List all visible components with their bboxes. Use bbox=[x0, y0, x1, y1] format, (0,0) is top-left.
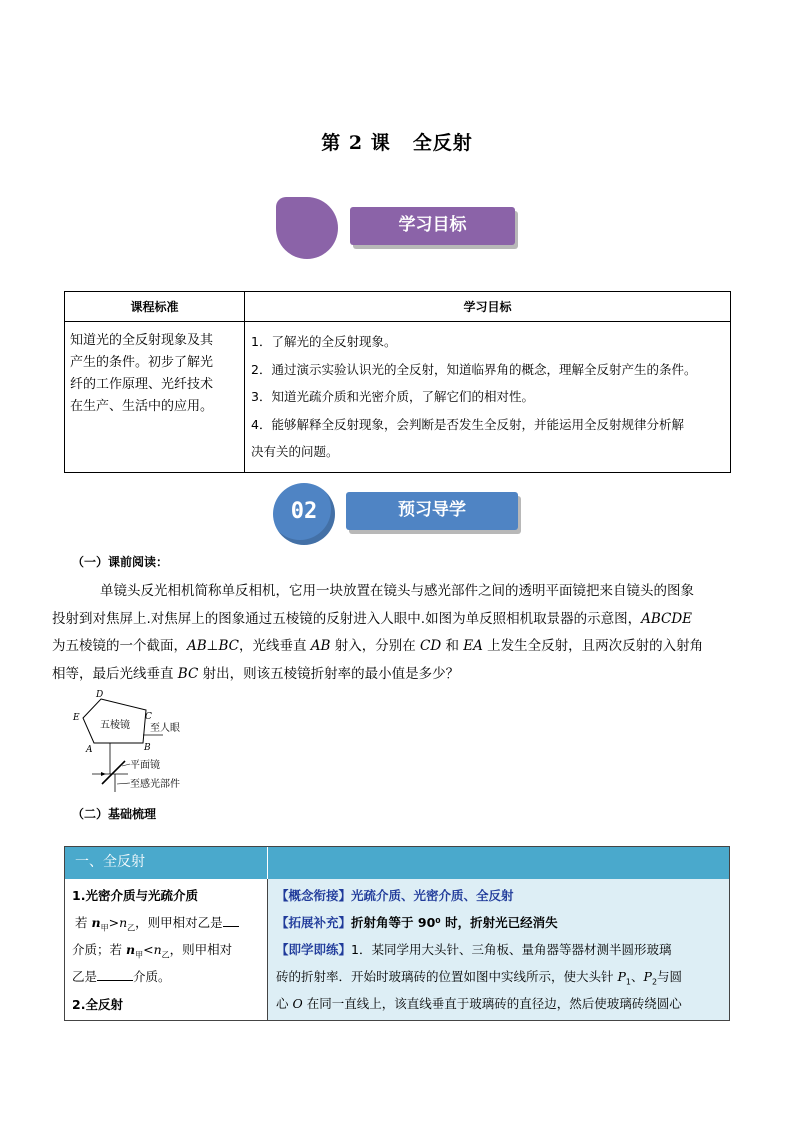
italic-label: ABCDE bbox=[641, 610, 693, 627]
practice-text: 心 O 在同一直线上，该直线垂直于玻璃砖的直径边，然后使玻璃砖绕圆心 bbox=[276, 996, 682, 1011]
italic-label: EA bbox=[463, 638, 483, 654]
point-label-b: B bbox=[144, 743, 151, 753]
point-label-c: C bbox=[145, 712, 152, 722]
italic-label: BC bbox=[177, 665, 199, 682]
reading-text: ，光线垂直 bbox=[238, 638, 311, 654]
lesson-topic: 全反射 bbox=[412, 132, 473, 154]
table-right-column bbox=[268, 879, 729, 1020]
banner-label: 预习导学 bbox=[346, 492, 518, 530]
reading-heading: （一）课前阅读： bbox=[72, 555, 169, 569]
reading-text: 射入，分别在 bbox=[330, 638, 421, 654]
point-label-e: E bbox=[73, 713, 80, 723]
banner-label: 学习目标 bbox=[350, 207, 515, 245]
to-eye-label: 至人眼 bbox=[150, 723, 180, 734]
goal-item: 3．知道光疏介质和光密介质，了解它们的相对性。 bbox=[251, 389, 534, 404]
concept-note: 【概念衔接】光疏介质、光密介质、全反射 bbox=[276, 888, 514, 903]
section-banner-objectives bbox=[276, 197, 521, 259]
table-header-title: 一、全反射 bbox=[65, 847, 268, 879]
practice-text: 砖的折射率．开始时玻璃砖的位置如图中实线所示，使大头针 $P_1$、$P_2$与圆 bbox=[276, 969, 683, 987]
table-left-column bbox=[65, 879, 268, 1020]
sensor-label: 至感光部件 bbox=[130, 779, 180, 790]
goal-item: 4．能够解释全反射现象，会判断是否发生全反射，并能运用全反射规律分析解 bbox=[251, 416, 684, 432]
sensor-pointer bbox=[117, 783, 130, 784]
goal-item: 决有关的问题。 bbox=[251, 444, 339, 459]
reading-text: 单镜头反光相机简称单反相机，它用一块放置在镜头与感光部件之间的透明平面镜把来自镜头的图象 bbox=[100, 583, 694, 599]
standard-line: 在生产、生活中的应用。 bbox=[70, 399, 214, 414]
left-line: 2.全反射 bbox=[72, 997, 123, 1012]
banner-decor-shape bbox=[276, 197, 338, 259]
basics-heading: （二）基础梳理 bbox=[72, 807, 157, 821]
page-title bbox=[0, 128, 794, 155]
mirror-label: 平面镜 bbox=[130, 760, 160, 771]
answer-blank[interactable] bbox=[97, 968, 133, 981]
reading-text: ⊥ bbox=[206, 638, 219, 654]
section-banner-preview bbox=[273, 483, 523, 545]
standard-line: 纤的工作原理、光纤技术 bbox=[70, 377, 214, 392]
left-line: 1.光密介质与光疏介质 bbox=[72, 888, 198, 903]
left-line: 介质；若 $n_甲<n_乙$，则甲相对 bbox=[72, 942, 233, 960]
pentaprism-diagram bbox=[70, 688, 200, 794]
italic-label: AB bbox=[187, 638, 207, 654]
col-header-goals: 学习目标 bbox=[245, 292, 731, 322]
goal-item: 1．了解光的全反射现象。 bbox=[251, 334, 397, 349]
reading-text: 上发生全反射，且两次反射的入射角 bbox=[482, 638, 704, 654]
lesson-number: 第 2 课 bbox=[321, 132, 391, 154]
reading-text: 和 bbox=[441, 638, 464, 654]
reading-text: 投射到对焦屏上.对焦屏上的图象通过五棱镜的反射进入人眼中.如图为单反照相机取景器的示意图， bbox=[52, 610, 642, 627]
point-label-a: A bbox=[86, 745, 93, 755]
left-line: 乙是 介质。 bbox=[72, 969, 171, 984]
italic-label: CD bbox=[420, 638, 442, 654]
total-reflection-table bbox=[64, 846, 730, 1021]
italic-label: BC bbox=[218, 638, 239, 654]
standard-cell bbox=[65, 322, 245, 473]
banner-number-circle bbox=[273, 483, 335, 545]
reading-text: 射出，则该五棱镜折射率的最小值是多少？ bbox=[198, 665, 460, 682]
reading-text: 相等，最后光线垂直 bbox=[52, 665, 178, 682]
left-line: 若 $n_甲>n_乙$，则甲相对乙是 bbox=[75, 913, 239, 934]
reading-text: 为五棱镜的一个截面， bbox=[52, 638, 187, 654]
standard-line: 产生的条件。初步了解光 bbox=[70, 355, 214, 370]
extension-note: 【拓展补充】折射角等于 90⁰ 时，折射光已经消失 bbox=[276, 915, 558, 930]
mirror-line bbox=[102, 761, 125, 784]
practice-note: 【即学即练】1．某同学用大头针、三角板、量角器等器材测半圆形玻璃 bbox=[276, 942, 672, 957]
point-label-d: D bbox=[96, 690, 104, 700]
objectives-table bbox=[64, 291, 731, 473]
standard-line: 知道光的全反射现象及其 bbox=[70, 333, 214, 348]
table-header bbox=[65, 847, 729, 879]
mirror-pointer bbox=[122, 764, 130, 766]
goals-cell bbox=[245, 322, 731, 473]
prism-label: 五棱镜 bbox=[100, 720, 130, 731]
goal-item: 2．通过演示实验认识光的全反射，知道临界角的概念，理解全反射产生的条件。 bbox=[251, 361, 697, 377]
banner-number: 02 bbox=[290, 499, 318, 524]
answer-blank[interactable] bbox=[223, 914, 239, 927]
italic-label: AB bbox=[310, 638, 331, 654]
col-header-standard: 课程标准 bbox=[65, 292, 245, 322]
reading-paragraph bbox=[52, 578, 728, 688]
arrow-head bbox=[101, 772, 106, 776]
